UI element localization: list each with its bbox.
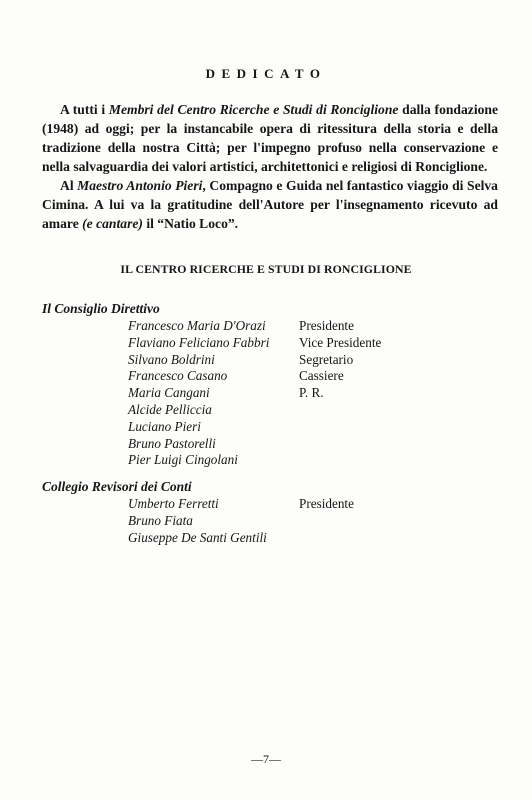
page-title: DEDICATO <box>205 66 327 81</box>
member-name: Silvano Boldrini <box>128 351 215 367</box>
member-role: Vice Presidente <box>299 334 382 350</box>
text-run: Al <box>60 178 78 193</box>
revisori-member-list <box>128 496 488 546</box>
italic-text-run: Maestro Antonio Pieri <box>77 178 203 193</box>
member-row <box>128 335 488 352</box>
member-name: Pier Luigi Cingolani <box>128 452 238 468</box>
member-role: Cassiere <box>299 368 344 384</box>
member-row <box>128 419 488 436</box>
member-name: Giuseppe De Santi Gentili <box>128 529 267 545</box>
consiglio-member-list <box>128 318 488 469</box>
member-name: Luciano Pieri <box>128 418 201 434</box>
italic-text-run: Membri del Centro Ricerche e Studi di Ronciglione <box>108 102 399 117</box>
dedication-paragraph-maestro <box>42 176 498 233</box>
text-run: A tutti i <box>60 102 109 117</box>
revisori-title: Collegio Revisori dei Conti <box>42 479 192 494</box>
dedication-text <box>42 100 498 233</box>
member-name: Bruno Pastorelli <box>128 435 216 451</box>
consiglio-title: Il Consiglio Direttivo <box>42 301 160 316</box>
member-role: Segretario <box>299 351 354 367</box>
member-row <box>128 368 488 385</box>
text-run: , Compagno e Guida nel fantastico viaggio di Selva Cimina. A lui va la gratitudine dell'Autore per l'insegnamento ricevuto ad amare <box>42 178 498 231</box>
text-run: il “Natio Loco”. <box>142 216 239 231</box>
member-name: Bruno Fiata <box>128 512 193 528</box>
member-row <box>128 385 488 402</box>
member-role: Presidente <box>299 496 354 511</box>
member-role: Presidente <box>299 318 354 333</box>
member-role: P. R. <box>299 385 324 401</box>
member-row <box>128 436 488 453</box>
member-name: Alcide Pelliccia <box>128 401 212 417</box>
member-name: Flaviano Feliciano Fabbri <box>128 334 270 350</box>
page-number: —7— <box>251 752 281 766</box>
member-name: Francesco Casano <box>128 368 228 384</box>
section-heading: IL CENTRO RICERCHE E STUDI DI RONCIGLIONE <box>120 262 412 276</box>
text-run: dalla fondazione (1948) ad oggi; per la instancabile opera di ritessitura della storia e della tradizione della nostra Città; per l'impegno profuso nella conservazione e nella salvaguardia dei valori artistici, architettonici e religiosi di Ronciglione. <box>42 102 498 174</box>
member-row <box>128 496 488 513</box>
member-row <box>128 318 488 335</box>
member-name: Francesco Maria D'Orazi <box>128 318 266 333</box>
member-name: Umberto Ferretti <box>128 496 219 511</box>
italic-text-run: (e cantare) <box>82 216 143 231</box>
member-row <box>128 352 488 369</box>
member-row <box>128 513 488 530</box>
member-row <box>128 530 488 547</box>
dedication-paragraph-members <box>42 100 498 176</box>
member-name: Maria Cangani <box>128 385 210 401</box>
member-row <box>128 452 488 469</box>
member-row <box>128 402 488 419</box>
